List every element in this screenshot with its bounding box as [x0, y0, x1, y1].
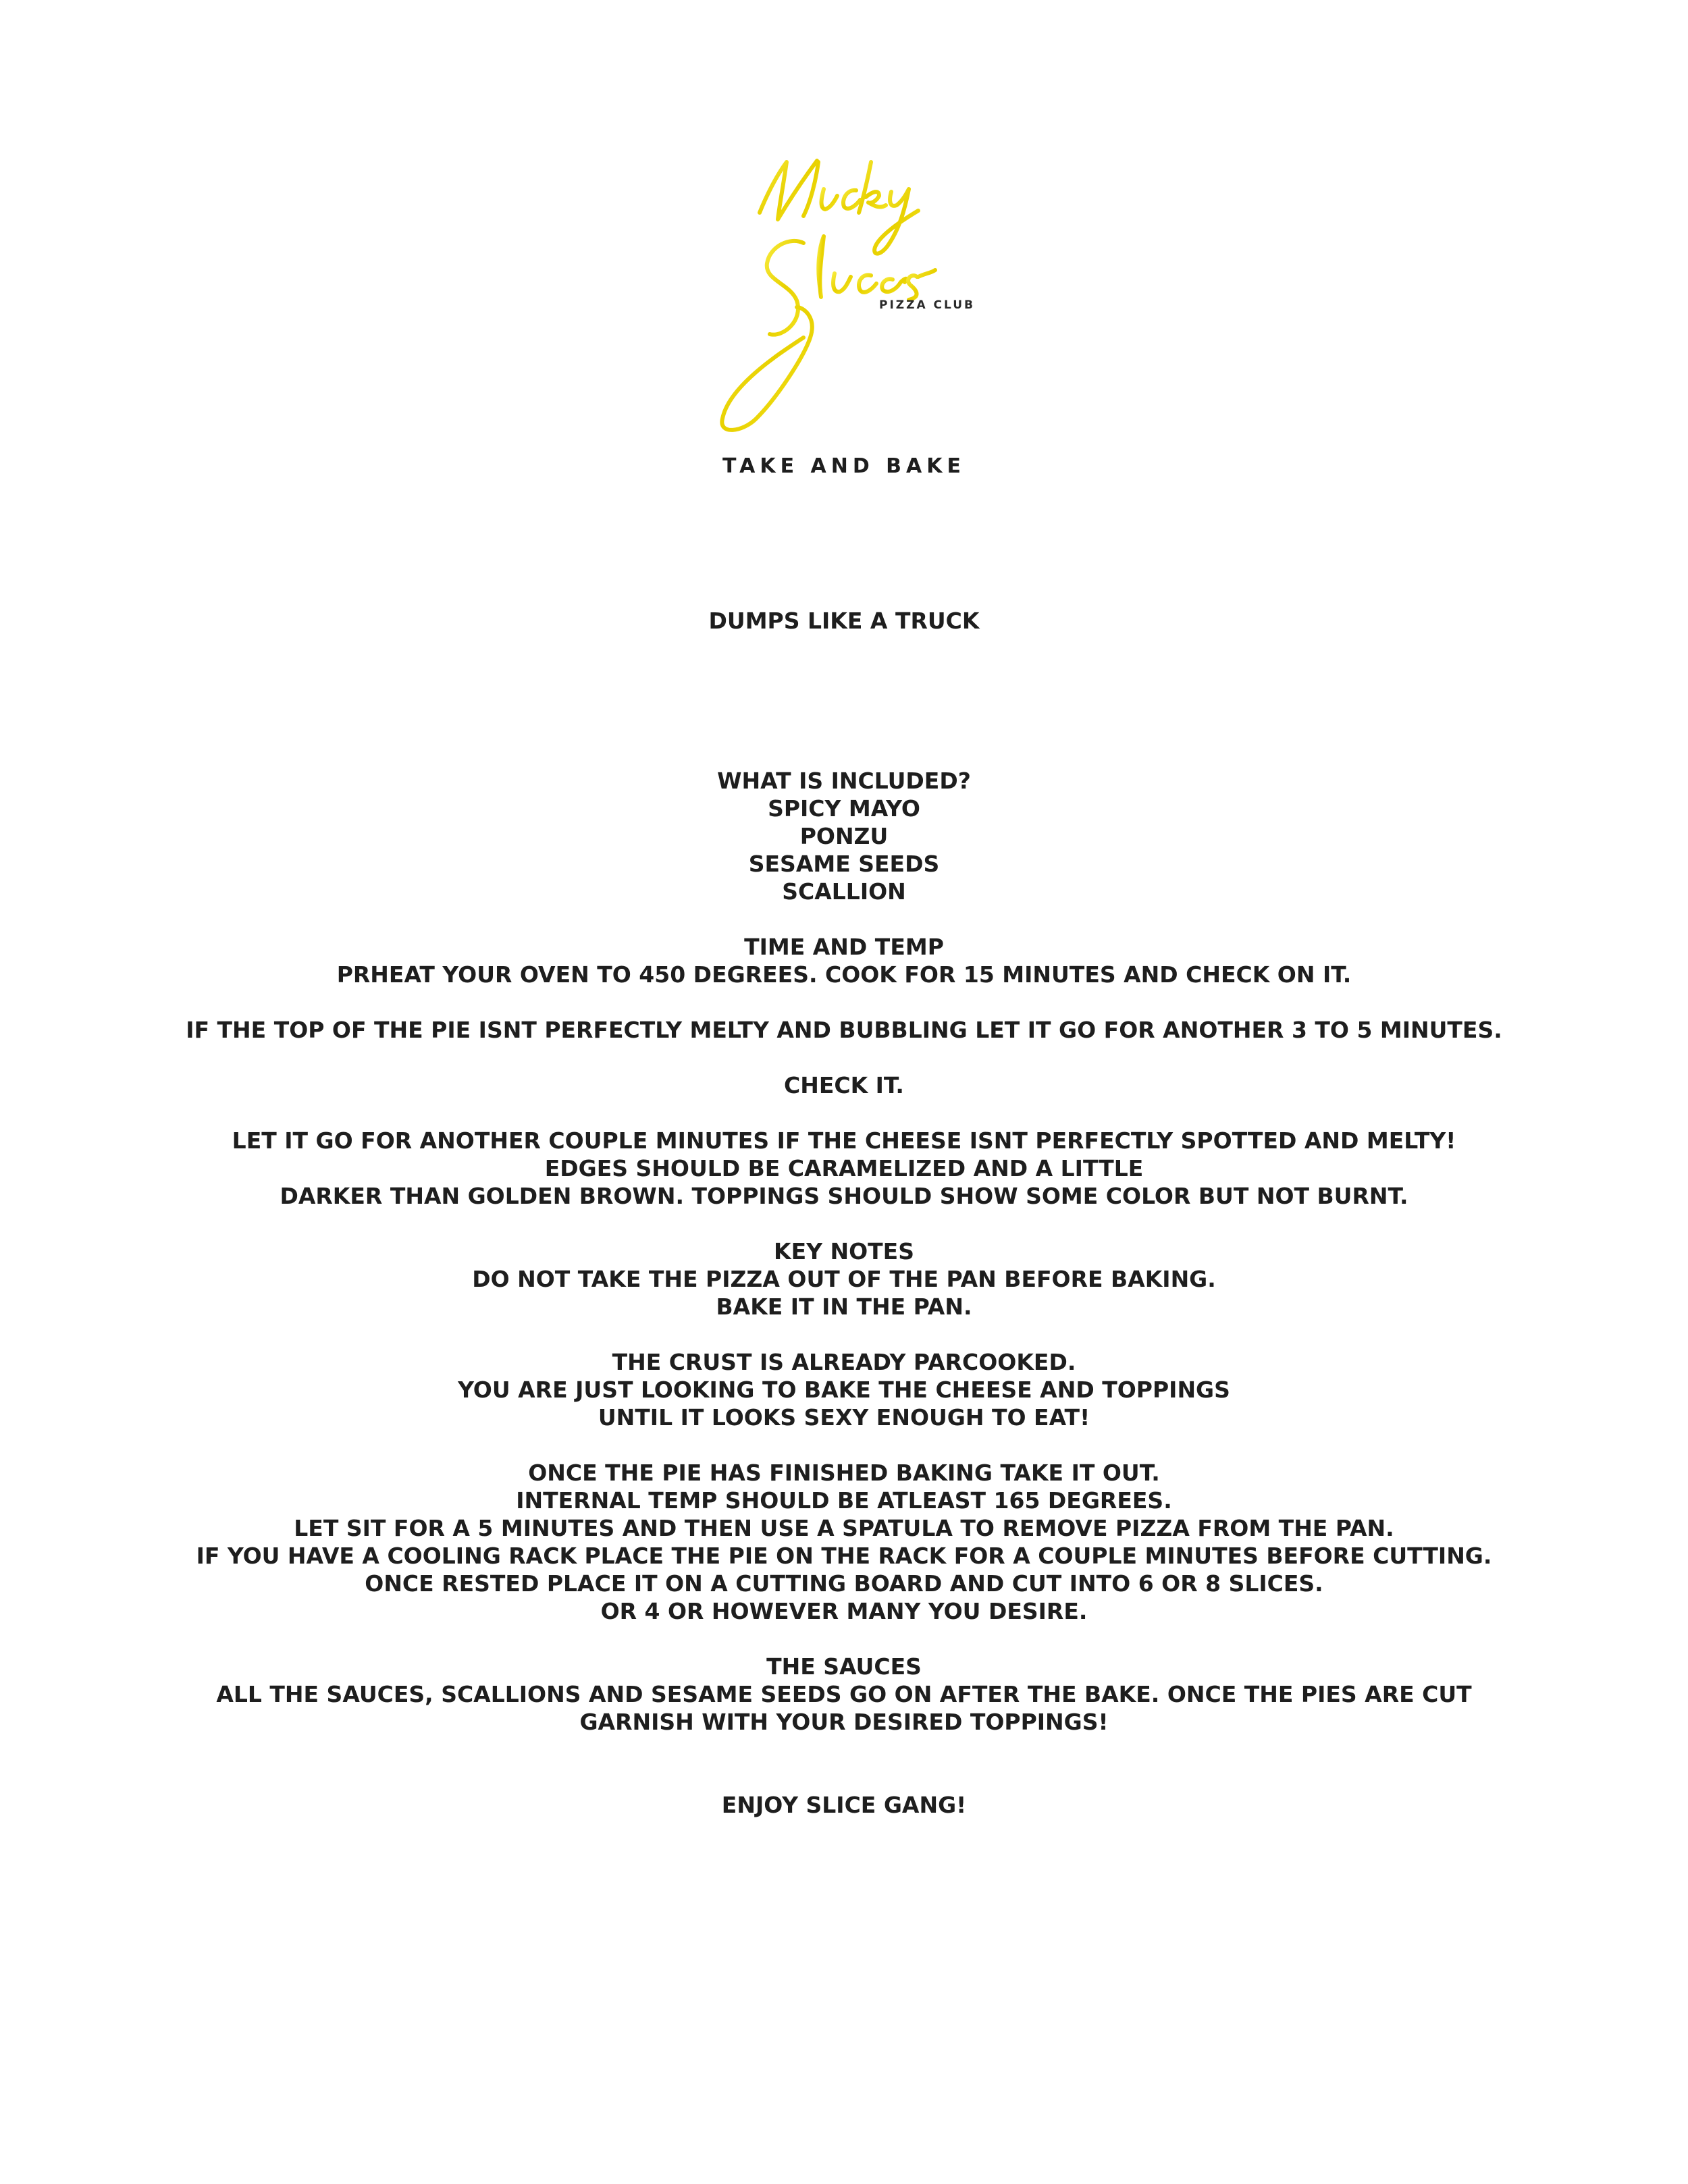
instruction-line: DO NOT TAKE THE PIZZA OUT OF THE PAN BEFORE BAKING.: [472, 1266, 1216, 1292]
blank-line: [0, 1763, 1688, 1791]
blank-line: [0, 988, 1688, 1016]
instruction-line: SESAME SEEDS: [748, 851, 940, 877]
instruction-line: ALL THE SAUCES, SCALLIONS AND SESAME SEEDS GO ON AFTER THE BAKE. ONCE THE PIES ARE CUT: [216, 1681, 1472, 1707]
subtitle: TAKE AND BAKE: [722, 454, 966, 478]
instruction-line: BAKE IT IN THE PAN.: [716, 1294, 972, 1320]
instruction-line: WHAT IS INCLUDED?: [717, 768, 971, 794]
instruction-line: UNTIL IT LOOKS SEXY ENOUGH TO EAT!: [598, 1404, 1090, 1431]
instruction-line: SCALLION: [782, 878, 906, 905]
instruction-line: ENJOY SLICE GANG!: [721, 1792, 967, 1818]
instruction-line: ONCE THE PIE HAS FINISHED BAKING TAKE IT OUT.: [528, 1460, 1160, 1486]
blank-line: [0, 1431, 1688, 1459]
instruction-line: OR 4 OR HOWEVER MANY YOU DESIRE.: [600, 1598, 1088, 1624]
instruction-line: EDGES SHOULD BE CARAMELIZED AND A LITTLE: [544, 1155, 1144, 1181]
blank-line: [0, 1625, 1688, 1653]
instruction-line: CHECK IT.: [784, 1072, 904, 1098]
blank-line: [0, 905, 1688, 933]
brand-logo: [702, 135, 986, 432]
blank-line: [0, 1736, 1688, 1763]
blank-line: [0, 1321, 1688, 1348]
instruction-line: DARKER THAN GOLDEN BROWN. TOPPINGS SHOULD SHOW SOME COLOR BUT NOT BURNT.: [280, 1183, 1408, 1209]
instruction-line: INTERNAL TEMP SHOULD BE ATLEAST 165 DEGREES.: [516, 1487, 1172, 1514]
logo-tagline: PIZZA CLUB: [879, 298, 975, 312]
instruction-line: PRHEAT YOUR OVEN TO 450 DEGREES. COOK FOR 15 MINUTES AND CHECK ON IT.: [336, 961, 1352, 988]
instruction-line: GARNISH WITH YOUR DESIRED TOPPINGS!: [579, 1709, 1109, 1735]
blank-line: [0, 1210, 1688, 1237]
instruction-line: SPICY MAYO: [768, 795, 920, 822]
instruction-line: KEY NOTES: [774, 1238, 914, 1264]
instruction-line: THE CRUST IS ALREADY PARCOOKED.: [612, 1349, 1076, 1375]
instruction-line: IF THE TOP OF THE PIE ISNT PERFECTLY MELTY AND BUBBLING LET IT GO FOR ANOTHER 3 TO 5 MINUTES.: [186, 1017, 1502, 1043]
instructions-body: [0, 767, 1688, 1819]
blank-line: [0, 1044, 1688, 1071]
instruction-line: IF YOU HAVE A COOLING RACK PLACE THE PIE ON THE RACK FOR A COUPLE MINUTES BEFORE CUTTING.: [196, 1543, 1492, 1569]
instruction-line: TIME AND TEMP: [744, 934, 944, 960]
instruction-line: YOU ARE JUST LOOKING TO BAKE THE CHEESE AND TOPPINGS: [458, 1377, 1230, 1403]
brand-logo-graphic: [702, 135, 986, 432]
pizza-name: DUMPS LIKE A TRUCK: [708, 608, 980, 634]
instruction-line: PONZU: [799, 823, 889, 849]
instruction-line: THE SAUCES: [766, 1653, 922, 1680]
instruction-line: LET SIT FOR A 5 MINUTES AND THEN USE A SPATULA TO REMOVE PIZZA FROM THE PAN.: [294, 1515, 1394, 1541]
instruction-line: LET IT GO FOR ANOTHER COUPLE MINUTES IF THE CHEESE ISNT PERFECTLY SPOTTED AND MELTY!: [232, 1127, 1456, 1154]
blank-line: [0, 1099, 1688, 1127]
instruction-line: ONCE RESTED PLACE IT ON A CUTTING BOARD AND CUT INTO 6 OR 8 SLICES.: [365, 1570, 1323, 1597]
